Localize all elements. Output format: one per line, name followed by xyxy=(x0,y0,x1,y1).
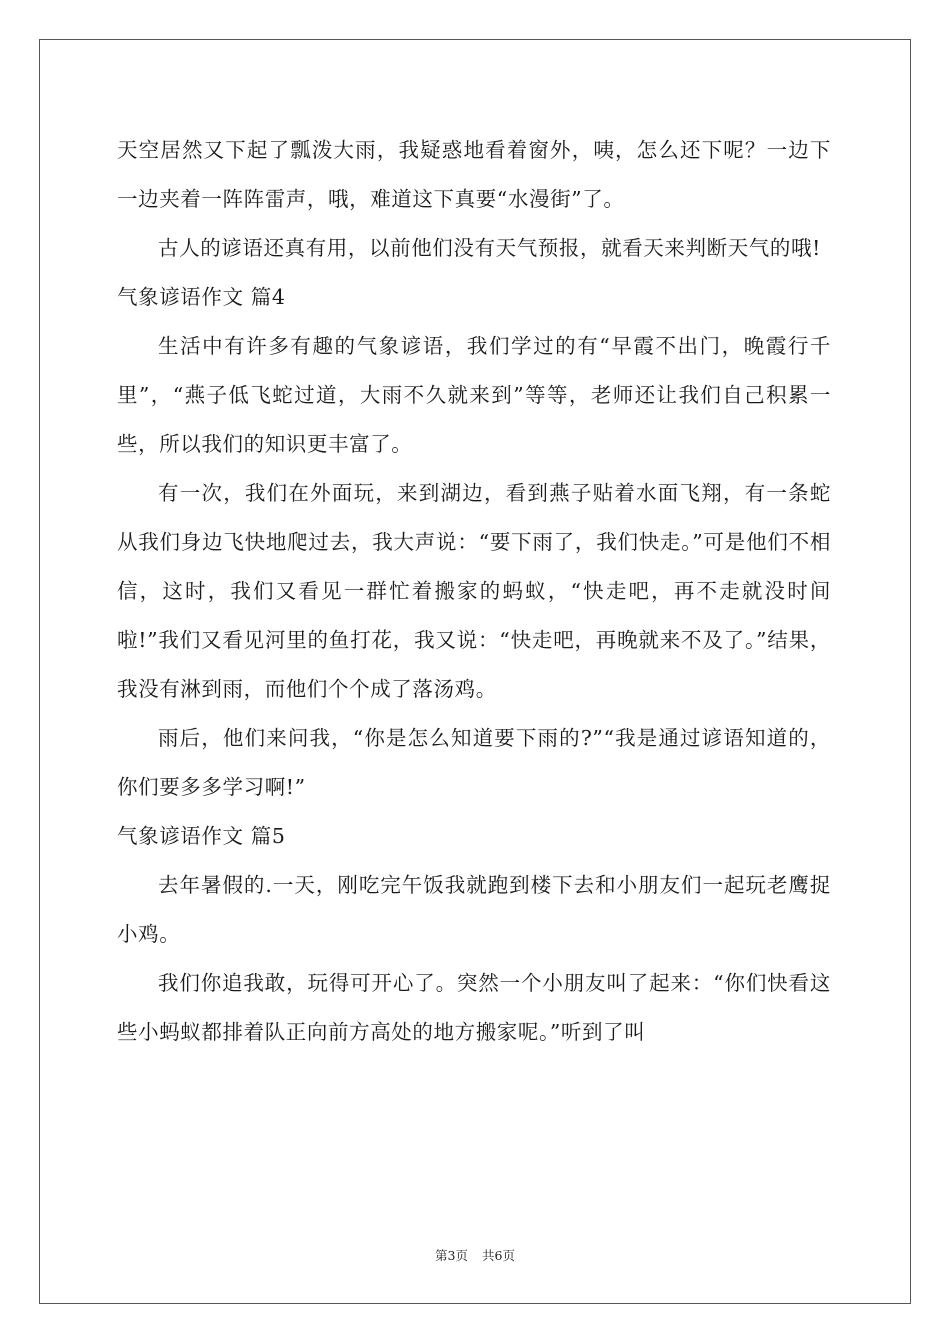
paragraph: 生活中有许多有趣的气象谚语，我们学过的有“早霞不出门，晚霞行千里”，“燕子低飞蛇过道，大雨不久就来到”等等，老师还让我们自己积累一些，所以我们的知识更丰富了。 xyxy=(117,334,831,456)
paragraph: 有一次，我们在外面玩，来到湖边，看到燕子贴着水面飞翔，有一条蛇从我们身边飞快地爬过去，我大声说：“要下雨了，我们快走。”可是他们不相信，这时，我们又看见一群忙着搬家的蚂蚁，“快走吧，再不走就没时间啦!”我们又看见河里的鱼打花，我又说：“快走吧，再晚就来不及了。”结果，我没有淋到雨，而他们个个成了落汤鸡。 xyxy=(117,481,831,701)
paragraph: 天空居然又下起了瓢泼大雨，我疑惑地看着窗外，咦，怎么还下呢？一边下一边夹着一阵阵雷声，哦，难道这下真要“水漫街”了。 xyxy=(117,138,831,211)
page-number: 第3页 xyxy=(435,1248,468,1263)
section-heading-5: 气象谚语作文 篇5 xyxy=(117,824,286,848)
page-footer xyxy=(0,1246,950,1264)
paragraph: 雨后，他们来问我，“你是怎么知道要下雨的?”“我是通过谚语知道的，你们要多多学习啊!” xyxy=(117,726,831,799)
page-total: 共6页 xyxy=(482,1248,515,1263)
paragraph: 去年暑假的.一天，刚吃完午饭我就跑到楼下去和小朋友们一起玩老鹰捉小鸡。 xyxy=(117,873,831,946)
document-body xyxy=(117,126,831,1057)
section-heading-4: 气象谚语作文 篇4 xyxy=(117,285,286,309)
paragraph: 我们你追我敢，玩得可开心了。突然一个小朋友叫了起来：“你们快看这些小蚂蚁都排着队正向前方高处的地方搬家呢。”听到了叫 xyxy=(117,971,831,1044)
paragraph: 古人的谚语还真有用，以前他们没有天气预报，就看天来判断天气的哦! xyxy=(158,236,821,260)
